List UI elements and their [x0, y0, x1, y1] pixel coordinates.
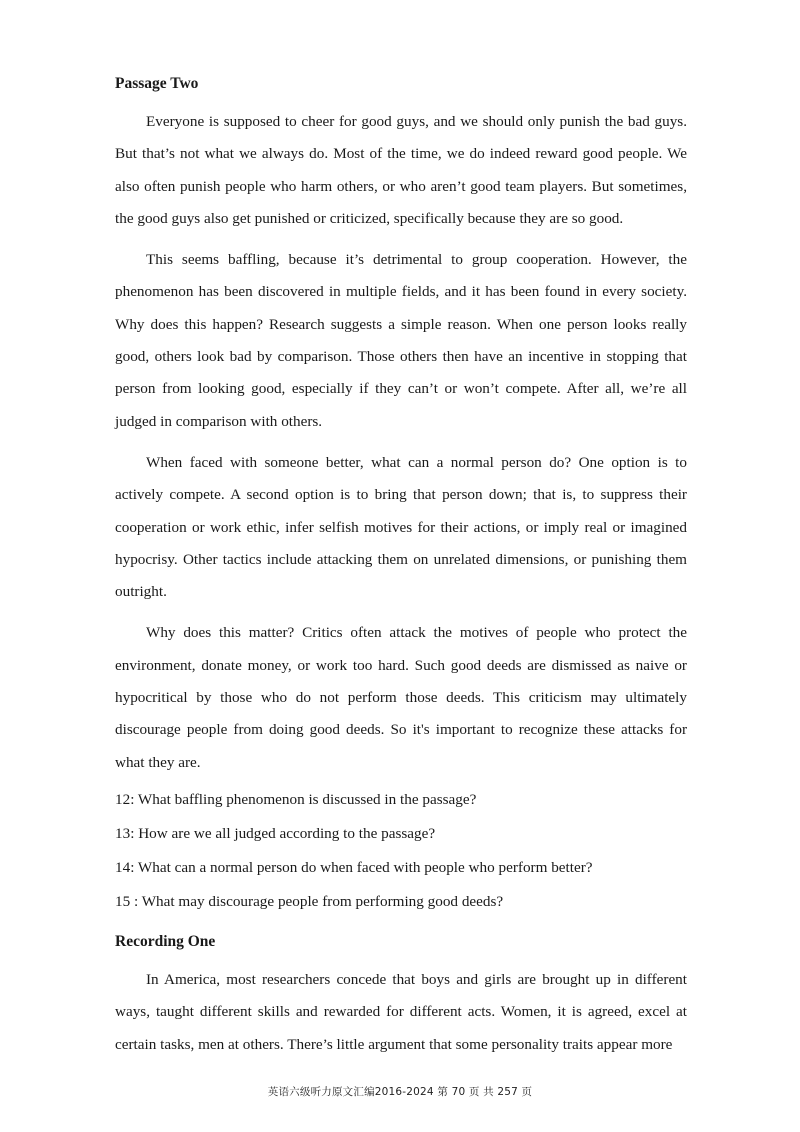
paragraph: In America, most researchers concede that boys and girls are brought up in different ways, taught different skills and rewarded for different acts. Women, it is agreed, excel at certain tasks, men at others. There’s little argument that some personality traits appear more: [115, 970, 687, 1053]
question-item: 15 : What may discourage people from performing good deeds?: [115, 892, 504, 910]
question-list: [115, 788, 687, 914]
paragraph: When faced with someone better, what can a normal person do? One option is to actively compete. A second option is to bring that person down; that is, to suppress their cooperation or work ethic, infer selfish motives for their actions, or imply real or imagined hypocrisy. Other tactics include attacking them on unrelated dimensions, or punishing them outright.: [115, 453, 687, 601]
section-heading-passage-two: Passage Two: [115, 75, 199, 92]
question-item: 13: How are we all judged according to the passage?: [115, 824, 436, 842]
question-item: 12: What baffling phenomenon is discussed in the passage?: [115, 790, 477, 808]
page-footer: 英语六级听力原文汇编2016-2024 第 70 页 共 257 页: [267, 1086, 533, 1098]
section-heading-recording-one: Recording One: [115, 932, 216, 950]
paragraph: Everyone is supposed to cheer for good guys, and we should only punish the bad guys. But that’s not what we always do. Most of the time, we do indeed reward good people. We also often punish people who harm others, or who aren’t good team players. But sometimes, the good guys also get punished or criticized, specifically because they are so good.: [115, 113, 687, 227]
paragraph: Why does this matter? Critics often attack the motives of people who protect the environment, donate money, or work too hard. Such good deeds are dismissed as naive or hypocritical by those who do not perform those deeds. This criticism may ultimately discourage people from doing good deeds. So it's important to recognize these attacks for what they are.: [115, 624, 687, 771]
question-item: 14: What can a normal person do when faced with people who perform better?: [115, 858, 593, 876]
document-body: [115, 72, 687, 1070]
paragraph: This seems baffling, because it’s detrimental to group cooperation. However, the phenomenon has been discovered in multiple fields, and it has been found in every society. Why does this happen? Research suggests a simple reason. When one person looks really good, others look bad by comparison. Those others then have an incentive in stopping that person from looking good, especially if they can’t or won’t compete. After all, we’re all judged in comparison with others.: [115, 251, 687, 430]
